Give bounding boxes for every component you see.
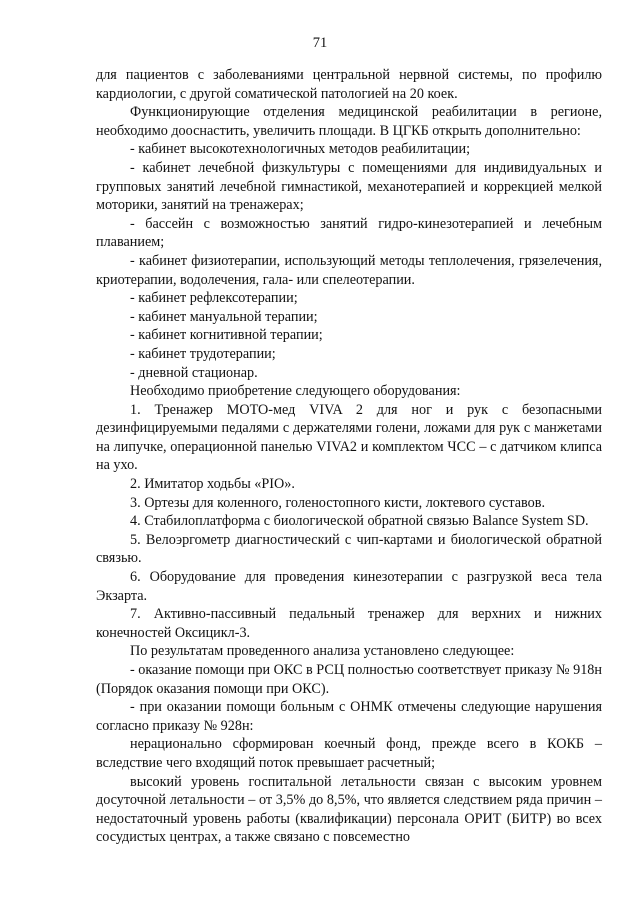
document-body <box>96 66 602 847</box>
paragraph: нерационально сформирован коечный фонд, прежде всего в КОКБ – вследствие чего входящий поток превышает расчетный; <box>96 736 602 771</box>
paragraph: - кабинет когнитивной терапии; <box>130 327 323 344</box>
paragraph: - кабинет мануальной терапии; <box>130 308 318 325</box>
paragraph: - кабинет лечебной физкультуры с помещениями для индивидуальных и групповых занятий лечебной гимнастикой, механотерапией и коррекцией мелкой моторики, занятий на тренажерах; <box>96 159 602 214</box>
paragraph: - дневной стационар. <box>130 364 258 381</box>
paragraph: 4. Стабилоплатформа с биологической обратной связью Balance System SD. <box>130 513 589 530</box>
paragraph: - кабинет трудотерапии; <box>130 345 276 362</box>
page-number: 71 <box>312 35 328 51</box>
paragraph: - бассейн с возможностью занятий гидро-кинезотерапией и лечебным плаванием; <box>96 215 602 251</box>
paragraph: 3. Ортезы для коленного, голеностопного кисти, локтевого суставов. <box>130 494 545 511</box>
paragraph: 2. Имитатор ходьбы «PIO». <box>130 476 295 493</box>
paragraph: - кабинет высокотехнологичных методов реабилитации; <box>130 141 471 158</box>
paragraph: для пациентов с заболеваниями центральной нервной системы, по профилю кардиологии, с другой соматической патологией на 20 коек. <box>96 67 602 102</box>
paragraph: - оказание помощи при ОКС в РСЦ полностью соответствует приказу № 918н (Порядок оказания помощи при ОКС). <box>96 662 602 697</box>
paragraph: Функционирующие отделения медицинской реабилитации в регионе, необходимо дооснастить, увеличить площади. В ЦГКБ открыть дополнительно: <box>96 104 602 139</box>
paragraph: 6. Оборудование для проведения кинезотерапии с разгрузкой веса тела Экзарта. <box>96 569 602 604</box>
paragraph: высокий уровень госпитальной летальности связан с высоким уровнем досуточной летальности – от 3,5% до 8,5%, что является следствием ряда причин – недостаточный уровень работы (квалификации) персонала ОРИТ (БИТР) во всех сосудистых центрах, а также связано с повсеместно <box>96 773 602 846</box>
paragraph: Необходимо приобретение следующего оборудования: <box>130 383 461 400</box>
paragraph: - кабинет рефлексотерапии; <box>130 290 298 307</box>
paragraph: 7. Активно-пассивный педальный тренажер для верхних и нижних конечностей Оксицикл-3. <box>96 606 602 641</box>
paragraph: - при оказании помощи больным с ОНМК отмечены следующие нарушения согласно приказу № 928н: <box>96 699 602 734</box>
paragraph: - кабинет физиотерапии, использующий методы теплолечения, грязелечения, криотерапии, водолечения, гала- или спелеотерапии. <box>96 252 602 288</box>
paragraph: По результатам проведенного анализа установлено следующее: <box>130 643 515 660</box>
paragraph: 5. Велоэргометр диагностический с чип-картами и биологической обратной связью. <box>96 531 602 567</box>
paragraph: 1. Тренажер МОТО-мед VIVA 2 для ног и рук с безопасными дезинфицируемыми педалями с держателями голени, ложами для рук с манжетами на липучке, операционной панелью VIVA2 и комплектом ЧСС – с датчиком клипса на ухо. <box>96 401 602 474</box>
